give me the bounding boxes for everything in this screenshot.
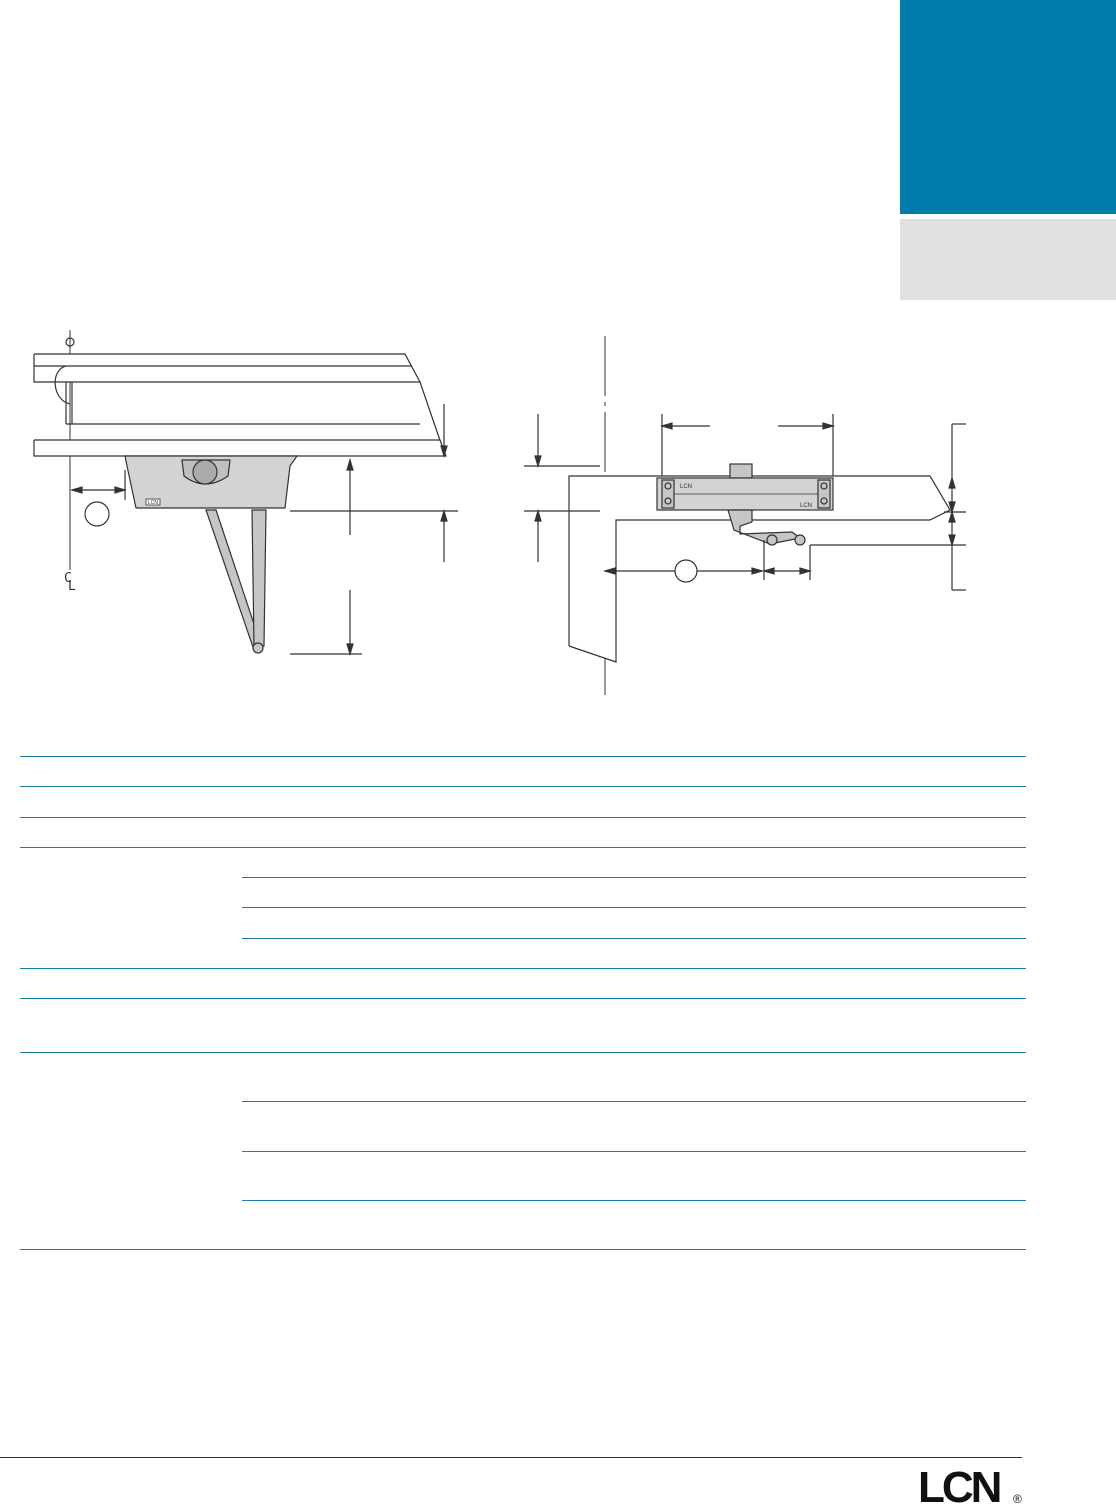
table-rule [20, 847, 1026, 848]
left-top-view [34, 330, 458, 654]
footer-rule [0, 1457, 1022, 1458]
table-subrule [242, 1151, 1026, 1152]
table-subrule [242, 907, 1026, 908]
left-body-logo: LCN [148, 500, 159, 506]
right-body-logo-right: LCN [800, 503, 813, 509]
centerline-label-sub: L [68, 579, 76, 594]
table-rule [20, 968, 1026, 969]
right-body-logo-left: LCN [680, 484, 693, 490]
section-tab [900, 0, 1116, 214]
registered-mark: ® [1013, 1492, 1022, 1506]
section-subtab [900, 219, 1116, 300]
table-rule [20, 786, 1026, 787]
table-rule [20, 756, 1026, 757]
table-rule [20, 998, 1026, 999]
right-elevation-view [524, 336, 966, 695]
centerline-label: C [64, 571, 72, 586]
lcn-logo: LCN [918, 1463, 1000, 1512]
table-rule [20, 1249, 1026, 1250]
table-subrule [242, 1101, 1026, 1102]
table-subrule [242, 877, 1026, 878]
table-rule [20, 1052, 1026, 1053]
table-rule [20, 817, 1026, 818]
installation-drawing [0, 300, 1116, 710]
table-subrule [242, 1200, 1026, 1201]
table-subrule [242, 938, 1026, 939]
